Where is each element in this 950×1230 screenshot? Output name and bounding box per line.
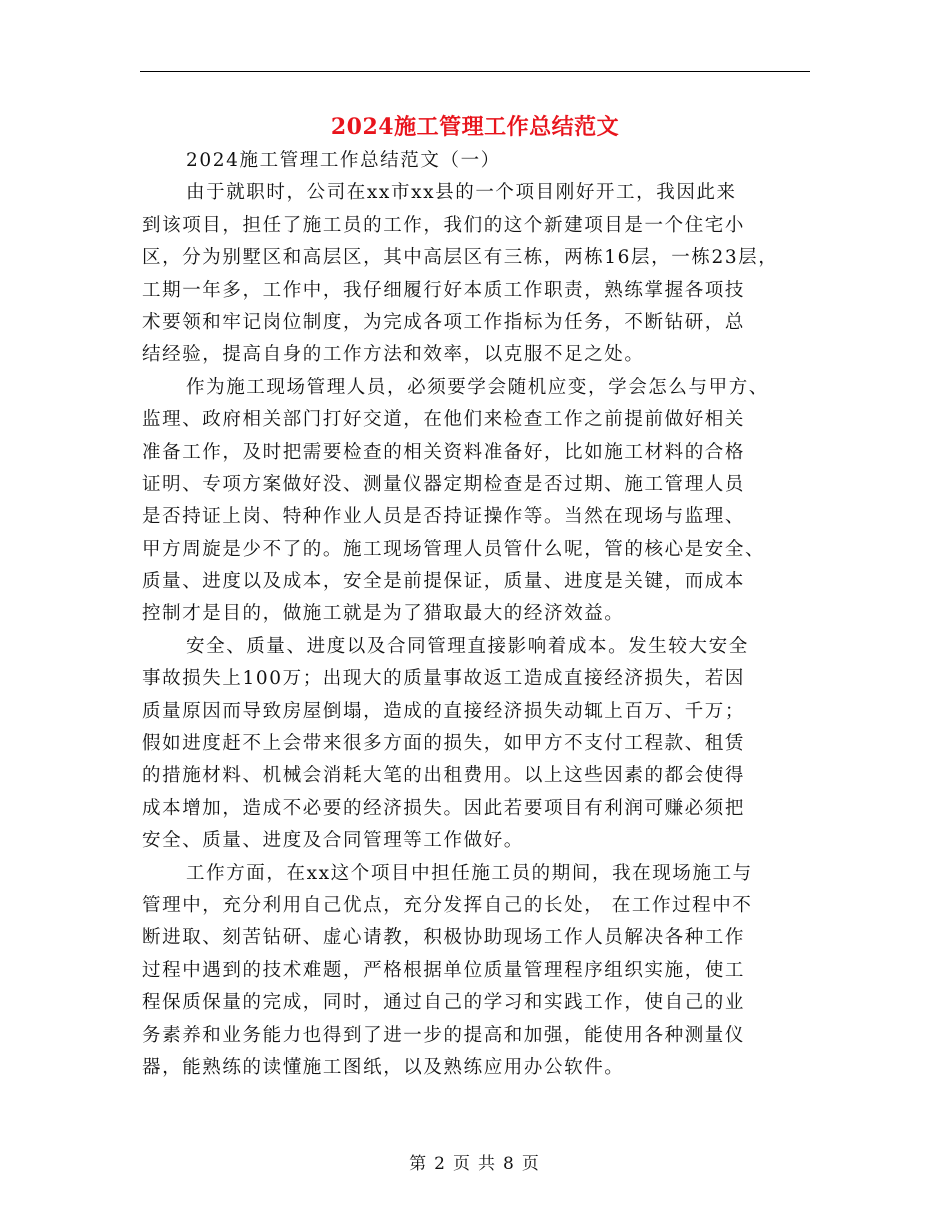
- document-body: [142, 145, 814, 1084]
- paragraph-line: 到该项目，担任了施工员的工作，我们的这个新建项目是一个住宅小: [142, 214, 746, 236]
- paragraph-line: 是否持证上岗、特种作业人员是否持证操作等。当然在现场与监理、: [142, 506, 746, 528]
- total-label: 共: [478, 1154, 497, 1174]
- paragraph-line: 事故损失上100万；出现大的质量事故返工造成直接经济损失，若因: [142, 668, 745, 690]
- document-title: 2024施工管理工作总结范文: [330, 114, 620, 140]
- paragraph-line: 器，能熟练的读懂施工图纸，以及熟练应用办公软件。: [142, 1056, 625, 1078]
- paragraph-line: 成本增加，造成不必要的经济损失。因此若要项目有利润可赚必须把: [142, 797, 746, 819]
- paragraph-line: 安全、质量、进度及合同管理等工作做好。: [142, 830, 524, 852]
- paragraph-line: 质量原因而导致房屋倒塌，造成的直接经济损失动辄上百万、千万；: [142, 700, 746, 722]
- paragraph-line: 监理、政府相关部门打好交道，在他们来检查工作之前提前做好相关: [142, 409, 746, 431]
- paragraph-line: 作为施工现场管理人员，必须要学会随机应变，学会怎么与甲方、: [186, 376, 769, 398]
- paragraph-line: 过程中遇到的技术难题，严格根据单位质量管理程序组织实施，使工: [142, 959, 746, 981]
- current-page-number: 2: [434, 1154, 447, 1174]
- paragraph-line: 质量、进度以及成本，安全是前提保证，质量、进度是关键，而成本: [142, 571, 746, 593]
- paragraph-line: 甲方周旋是少不了的。施工现场管理人员管什么呢，管的核心是安全、: [142, 538, 766, 560]
- paragraph-line: 务素养和业务能力也得到了进一步的提高和加强，能使用各种测量仪: [142, 1024, 746, 1046]
- paragraph-line: 由于就职时，公司在xx市xx县的一个项目刚好开工，我因此来: [186, 182, 737, 204]
- paragraph-line: 准备工作，及时把需要检查的相关资料准备好，比如施工材料的合格: [142, 441, 746, 463]
- page-footer: [0, 1152, 950, 1176]
- paragraph-line: 的措施材料、机械会消耗大笔的出租费用。以上这些因素的都会使得: [142, 765, 746, 787]
- paragraph-line: 管理中，充分利用自己优点，充分发挥自己的长处， 在工作过程中不: [142, 894, 753, 916]
- paragraph-line: 工作方面，在xx这个项目中担任施工员的期间，我在现场施工与: [186, 862, 753, 884]
- paragraph-line: 控制才是目的，做施工就是为了猎取最大的经济效益。: [142, 603, 625, 625]
- paragraph-line: 结经验，提高自身的工作方法和效率，以克服不足之处。: [142, 344, 645, 366]
- page-label-prefix: 第: [409, 1154, 429, 1174]
- paragraph-line: 工期一年多，工作中，我仔细履行好本质工作职责，熟练掌握各项技: [142, 279, 746, 301]
- total-pages-number: 8: [503, 1154, 516, 1174]
- page-label-suffix: 页: [521, 1154, 541, 1174]
- paragraph-line: 术要领和牢记岗位制度，为完成各项工作指标为任务，不断钻研，总: [142, 311, 746, 333]
- page-label-mid: 页: [453, 1154, 472, 1174]
- section-heading: 2024施工管理工作总结范文（一）: [186, 150, 501, 171]
- paragraph-line: 断进取、刻苦钻研、虚心请教，积极协助现场工作人员解决各种工作: [142, 927, 746, 949]
- paragraph-line: 安全、质量、进度以及合同管理直接影响着成本。发生较大安全: [186, 635, 749, 657]
- paragraph-line: 假如进度赶不上会带来很多方面的损失，如甲方不支付工程款、租赁: [142, 733, 746, 755]
- paragraph-line: 区，分为别墅区和高层区，其中高层区有三栋，两栋16层，一栋23层，: [142, 247, 779, 269]
- paragraph-line: 证明、专项方案做好没、测量仪器定期检查是否过期、施工管理人员: [142, 473, 746, 495]
- paragraph-line: 程保质保量的完成，同时，通过自己的学习和实践工作，使自己的业: [142, 992, 746, 1014]
- header-rule: [140, 71, 810, 72]
